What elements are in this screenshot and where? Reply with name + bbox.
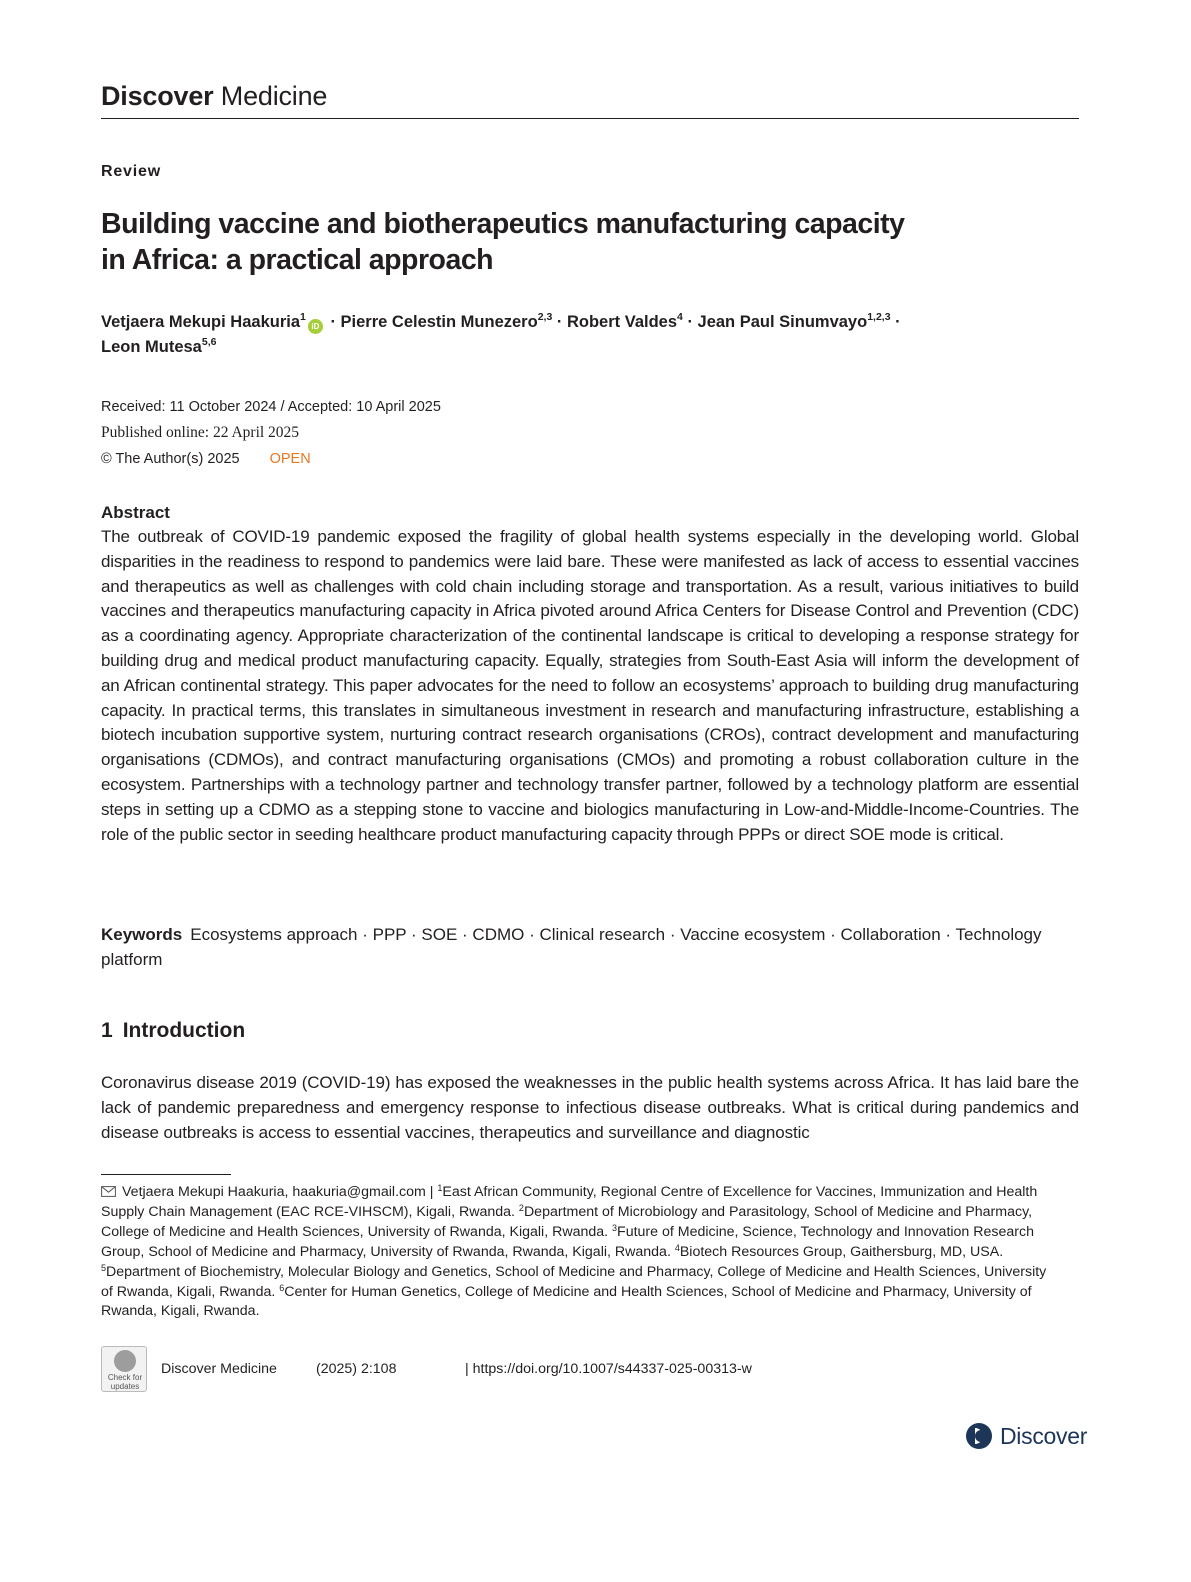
- journal-name-rest: Medicine: [220, 81, 328, 111]
- journal-name: [101, 78, 1079, 114]
- author-affiliation: 2,3: [537, 311, 553, 323]
- abstract-text: The outbreak of COVID-19 pandemic exposed the fragility of global health systems especially in the developing world. Global disparities in the readiness to respond to pandemics were laid bare. These were manifested as lack of access to essential vaccines and therapeutics as well as challenges with cold chain including storage and transportation. As a result, various initiatives to build vaccines and therapeutics manufacturing capacity in Africa pivoted around Africa Centers for Disease Control and Prevention (CDC) as a coordinating agency. Appropriate characterization of the continental landscape is critical to developing a response strategy for building drug and medical product manufacturing capacity. Equally, strategies from South-East Asia will inform the development of an African continental strategy. This paper advocates for the need to follow an ecosystems’ approach to building drug manufacturing capacity. In practical terms, this translates in simultaneous investment in research and manufacturing infrastructure, establishing a biotech incubation supportive system, nurturing contract research organisations (CROs), contract development and manufacturing organisations (CDMOs), and contract manufacturing organisations (CMOs) and promoting a robust collaboration culture in the ecosystem. Partnerships with a technology partner and technology transfer partner, followed by a technology platform are essential steps in setting up a CDMO as a stepping stone to vaccine and biologics manufacturing in Low-and-Middle-Income-Countries. The role of the public sector in seeding healthcare product manufacturing capacity through PPPs or direct SOE mode is critical.: [101, 527, 1079, 844]
- author-name[interactable]: Vetjaera Mekupi Haakuria: [101, 313, 301, 331]
- check-for-updates-badge[interactable]: [101, 1346, 147, 1392]
- keywords-label: Keywords: [101, 925, 183, 944]
- journal-header: [101, 78, 1079, 119]
- check-updates-icon: [114, 1350, 136, 1372]
- orcid-icon[interactable]: iD: [308, 319, 323, 334]
- author-list: Vetjaera Mekupi Haakuria$^1$iD · Pierre Celestin Munezero$^{2,3}$ · Robert Valdes$^4$ · Jean Paul Sinumvayo$^{1,2,3}$ · Leon Mutesa$^{5,6}$: [101, 311, 901, 356]
- abstract-heading: Abstract: [101, 503, 170, 522]
- author-affiliation: 1,2,3: [867, 311, 891, 323]
- article-dates: [101, 394, 441, 472]
- footnote-divider: [101, 1174, 231, 1175]
- keywords-text: Ecosystems approach · PPP · SOE · CDMO · Clinical research · Vaccine ecosystem · Collaboration · Technology platform: [101, 925, 1042, 969]
- author-name[interactable]: Jean Paul Sinumvayo: [697, 313, 868, 331]
- author-name[interactable]: Pierre Celestin Munezero: [340, 313, 538, 331]
- article-title-line-2: in Africa: a practical approach: [101, 244, 494, 276]
- affiliation-1: East African Community, Regional Centre of Excellence for Vaccines, Immunization and Health Supply Chain Management (EAC RCE-VIHSCM), Kigali, Rwanda.: [101, 1184, 1038, 1220]
- affiliations-footnote: Vetjaera Mekupi Haakuria, haakuria@gmail.com | $^1$East African Community, Regional Centre of Excellence for Vaccines, Immunization and Health Supply Chain Management (EAC RCE-VIHSCM), Kigali, Rwanda. $^2$Department of Microbiology and Parasitology, School of Medicine and Pharmacy, College of Medicine and Health Sciences, University of Rwanda, Kigali, Rwanda. $^3$Future of Medicine, Science, Technology and Innovation Research Group, School of Medicine and Pharmacy, University of Rwanda, Rwanda, Kigali, Rwanda. $^4$Biotech Resources Group, Gaithersburg, MD, USA. $^5$Department of Biochemistry, Molecular Biology and Genetics, School of Medicine and Pharmacy, College of Medicine and Health Sciences, University of Rwanda, Kigali, Rwanda. $^6$Center for Human Genetics, College of Medicine and Health Sciences, School of Medicine and Pharmacy, University of Rwanda, Kigali, Rwanda.: [101, 1183, 1047, 1320]
- author-affiliation: 1: [300, 311, 306, 323]
- affiliation-6: Center for Human Genetics, College of Medicine and Health Sciences, School of Medicine and Pharmacy, University of Rwanda, Kigali, Rwanda.: [101, 1283, 1032, 1320]
- keywords: [101, 922, 1079, 972]
- corresponding-author[interactable]: Vetjaera Mekupi Haakuria, haakuria@gmail.com |: [122, 1184, 438, 1200]
- affiliation-2: Department of Microbiology and Parasitology, School of Medicine and Pharmacy, College of Medicine and Health Sciences, University of Rwanda, Kigali, Rwanda.: [101, 1203, 1033, 1240]
- copyright: © The Author(s) 2025: [101, 451, 240, 467]
- section-title: Introduction: [122, 1019, 246, 1042]
- doi-link[interactable]: | https://doi.org/10.1007/s44337-025-00313-w: [465, 1361, 752, 1377]
- discover-logo-icon: [965, 1422, 993, 1450]
- journal-name-bold: Discover: [101, 81, 214, 111]
- article-title: [101, 206, 961, 278]
- discover-logo-word: Discover: [1000, 1423, 1088, 1449]
- check-updates-text: Check for updates: [107, 1373, 143, 1391]
- author-affiliation: 5,6: [201, 336, 217, 348]
- author-name[interactable]: Robert Valdes: [566, 313, 678, 331]
- abstract: [101, 501, 1079, 847]
- introduction-text: Coronavirus disease 2019 (COVID-19) has exposed the weaknesses in the public health systems across Africa. It has laid bare the lack of pandemic preparedness and emergency response to infectious disease outbreaks. What is critical during pandemics and disease outbreaks is access to essential vaccines, therapeutics and surveillance and diagnostic: [101, 1073, 1079, 1142]
- envelope-icon: [101, 1186, 116, 1197]
- section-heading-introduction: [101, 1016, 245, 1046]
- received-accepted-date: Received: 11 October 2024 / Accepted: 10 April 2025: [101, 399, 441, 415]
- article-type: Review: [101, 163, 161, 180]
- affiliation-3: Future of Medicine, Science, Technology and Innovation Research Group, School of Medicine and Pharmacy, University of Rwanda, Rwanda, Kigali, Rwanda.: [101, 1223, 1034, 1260]
- citation-journal: Discover Medicine: [161, 1361, 277, 1377]
- affiliation-5: Department of Biochemistry, Molecular Biology and Genetics, School of Medicine and Pharmacy, College of Medicine and Health Sciences, University of Rwanda, Kigali, Rwanda.: [101, 1263, 1047, 1300]
- author-name[interactable]: Leon Mutesa: [101, 338, 202, 356]
- citation-bar: [101, 1346, 801, 1392]
- citation-volume: (2025) 2:108: [316, 1361, 397, 1377]
- section-number: 1: [101, 1019, 113, 1042]
- copyright-row: [101, 446, 441, 472]
- affiliation-4: Biotech Resources Group, Gaithersburg, MD, USA.: [679, 1243, 1004, 1260]
- open-access-badge: OPEN: [269, 451, 311, 467]
- published-date: Published online: 22 April 2025: [101, 424, 300, 441]
- article-title-line-1: Building vaccine and biotherapeutics manufacturing capacity: [101, 208, 905, 240]
- author-affiliation: 4: [677, 311, 683, 323]
